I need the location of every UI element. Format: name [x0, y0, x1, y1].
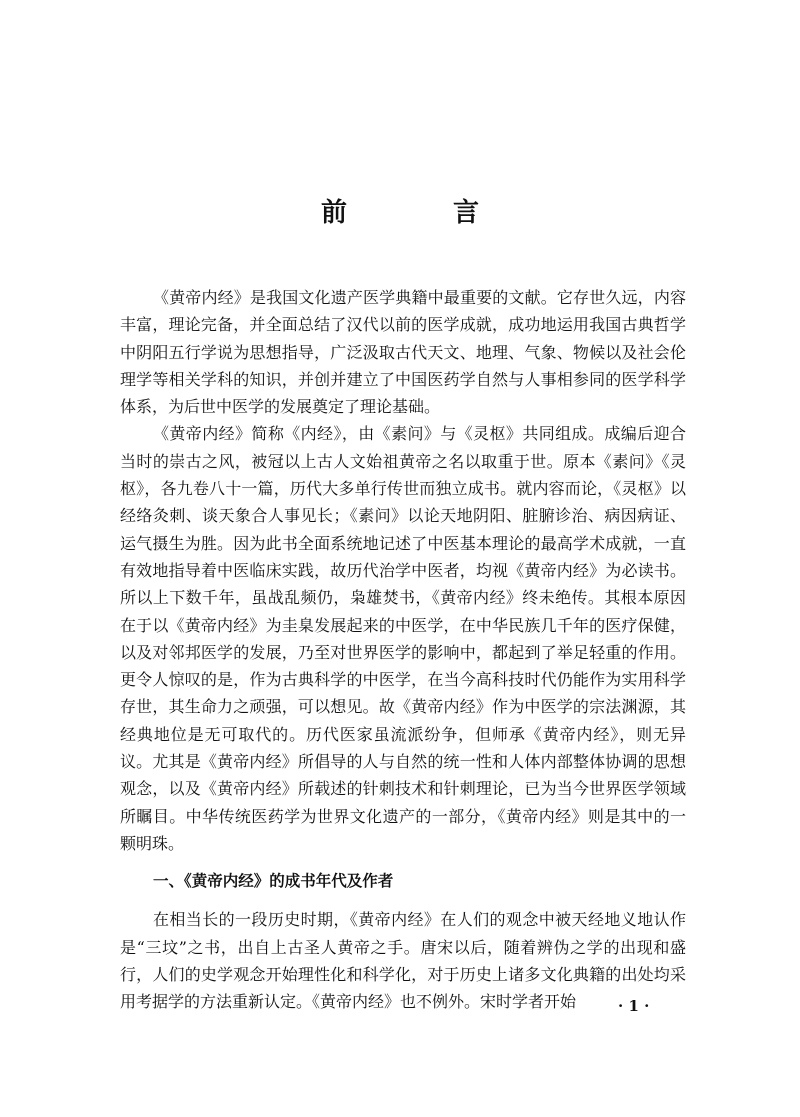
- section-heading: 一、《黄帝内经》的成书年代及作者: [153, 872, 394, 891]
- paragraph-2: 《黄帝内经》简称《内经》，由《素问》与《灵枢》共同组成。成编后迎合当时的崇古之风，被冠以上古人文始祖黄帝之名以取重于世。原本《素问》《灵枢》，各九卷八十一篇，历代大多单行传世而独立成书。就内容而论，《灵枢》以经络灸刺、谈天象合人事见长；《素问》以论天地阴阳、脏腑诊治、病因病证、运气摄生为胜。因为此书全面系统地记述了中医基本理论的最高学术成就，一直有效地指导着中医临床实践，故历代治学中医者，均视《黄帝内经》为必读书。所以上下数千年，虽战乱频仍，枭雄焚书，《黄帝内经》终未绝传。其根本原因在于以《黄帝内经》为圭臬发展起来的中医学，在中华民族几千年的医疗保健，以及对邻邦医学的发展，乃至对世界医学的影响中，都起到了举足轻重的作用。更令人惊叹的是，作为古典科学的中医学，在当今高科技时代仍能作为实用科学存世，其生命力之顽强，可以想见。故《黄帝内经》作为中医学的宗法渊源，其经典地位是无可取代的。历代医家虽流派纷争，但师承《黄帝内经》，则无异议。尤其是《黄帝内经》所倡导的人与自然的统一性和人体内部整体协调的思想观念，以及《黄帝内经》所载述的针刺技术和针刺理论，已为当今世界医学领域所瞩目。中华传统医药学为世界文化遗产的一部分，《黄帝内经》则是其中的一颗明珠。: [120, 424, 686, 853]
- page-title: 前 言: [320, 198, 519, 228]
- document-body: [120, 284, 686, 1015]
- page-number: · 1 ·: [618, 997, 650, 1015]
- paragraph-1: 《黄帝内经》是我国文化遗产医学典籍中最重要的文献。它存世久远，内容丰富，理论完备，并全面总结了汉代以前的医学成就，成功地运用我国古典哲学中阴阳五行学说为思想指导，广泛汲取古代天文、地理、气象、物候以及社会伦理学等相关学科的知识，并创并建立了中国医药学自然与人事相参同的医学科学体系，为后世中医学的发展奠定了理论基础。: [120, 288, 686, 417]
- section-paragraph: 在相当长的一段历史时期，《黄帝内经》在人们的观念中被天经地义地认作是“三坟”之书，出自上古圣人黄帝之手。唐宋以后，随着辨伪之学的出现和盛行，人们的史学观念开始理性化和科学化，对于历史上诸多文化典籍的出处均采用考据学的方法重新认定。《黄帝内经》也不例外。宋时学者开始: [120, 910, 686, 1012]
